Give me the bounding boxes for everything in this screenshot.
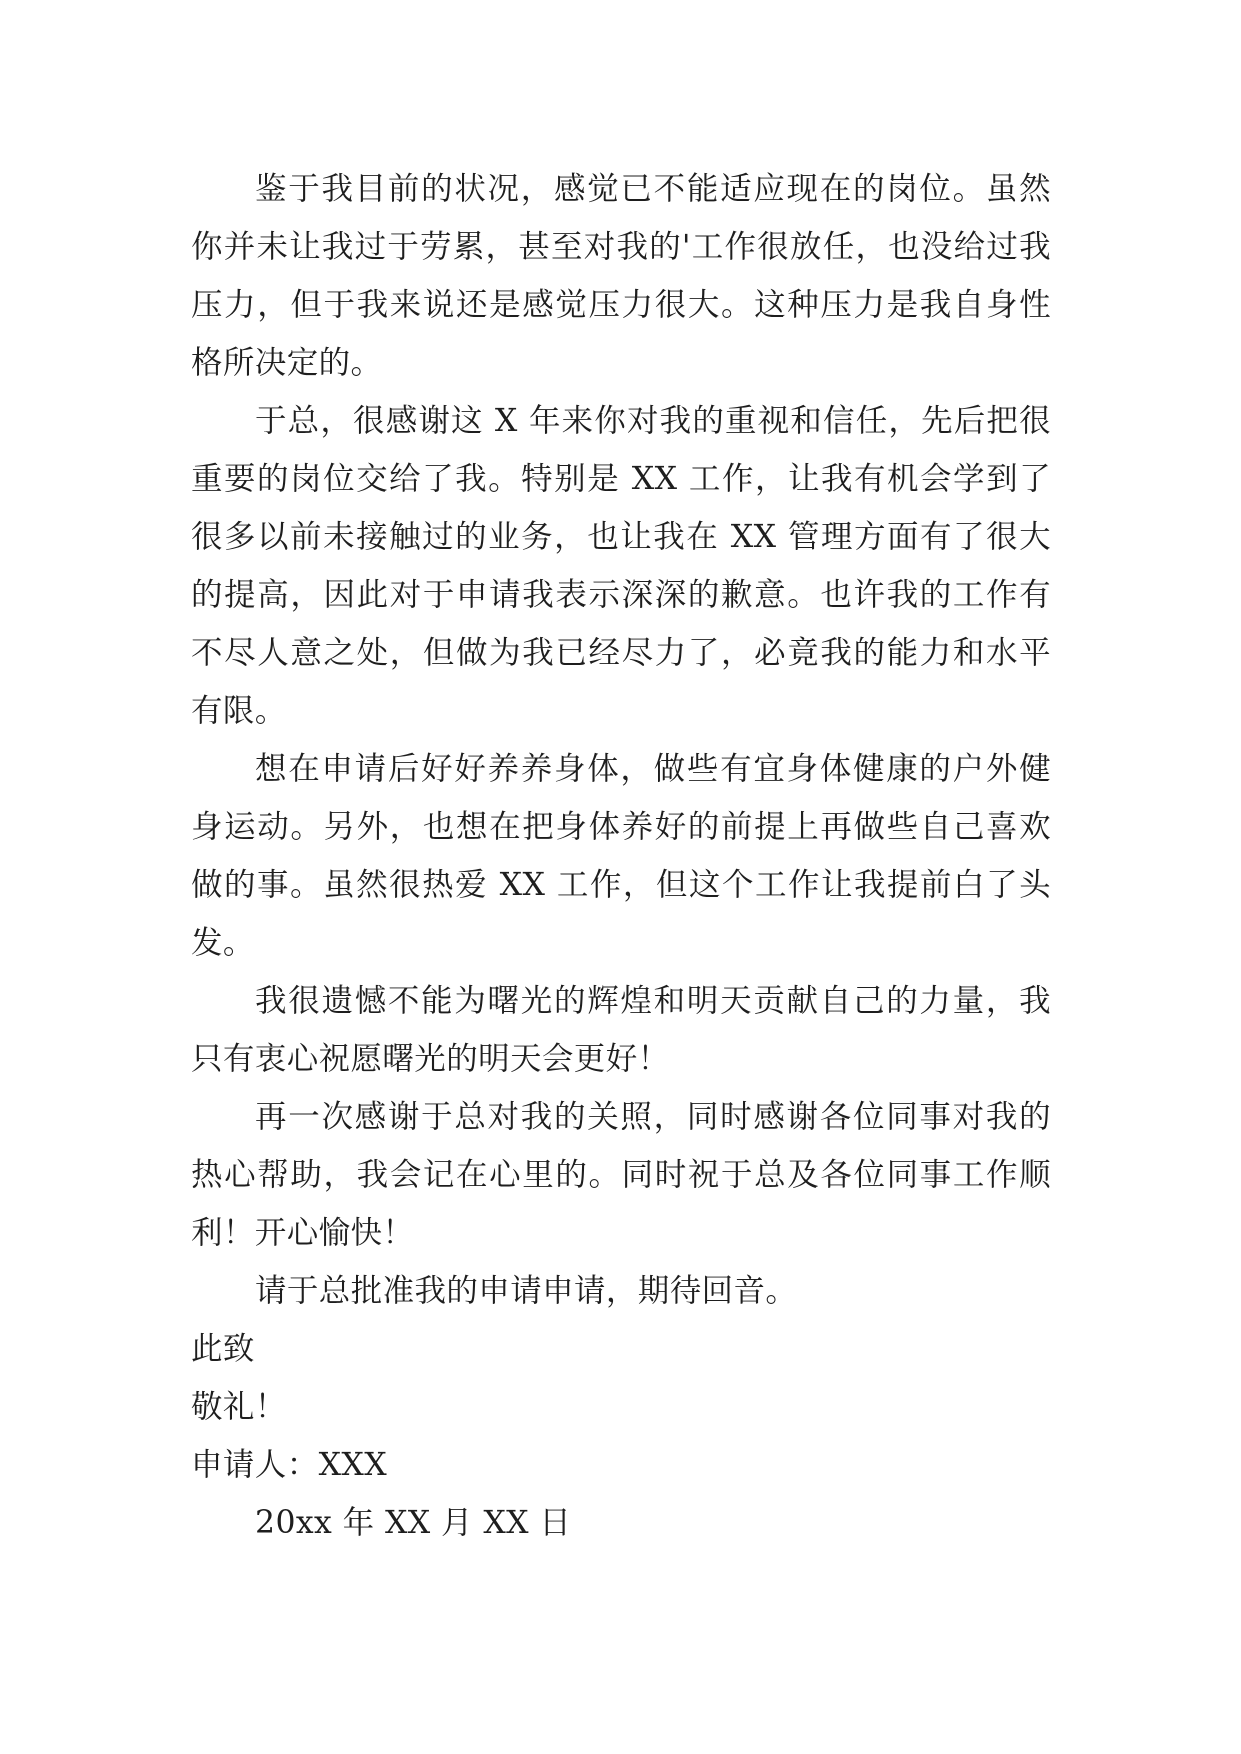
paragraph-health: 想在申请后好好养养身体，做些有宜身体健康的户外健身运动。另外，也想在把身体养好的前提上再做些自己喜欢做的事。虽然很热爱 XX 工作，但这个工作让我提前白了头发。 xyxy=(191,751,1051,961)
letter-body xyxy=(191,160,1051,1552)
paragraph-gratitude: 于总，很感谢这 X 年来你对我的重视和信任，先后把很重要的岗位交给了我。特别是 XX 工作，让我有机会学到了很多以前未接触过的业务，也让我在 XX 管理方面有了很大的提高，因此对于申请我表示深深的歉意。也许我的工作有不尽人意之处，但做为我已经尽力了，必竟我的能力和水平有限。 xyxy=(191,403,1051,729)
paragraph-situation: 鉴于我目前的状况，感觉已不能适应现在的岗位。虽然你并未让我过于劳累，甚至对我的'工作很放任，也没给过我压力，但于我来说还是感觉压力很大。这种压力是我自身性格所决定的。 xyxy=(191,171,1051,381)
salutation-line: 敬礼！ xyxy=(191,1389,287,1425)
closing-line: 此致 xyxy=(191,1331,255,1367)
date-line: 20xx 年 XX 月 XX 日 xyxy=(255,1505,572,1541)
paragraph-request: 请于总批准我的申请申请，期待回音。 xyxy=(255,1273,798,1309)
paragraph-thanks: 再一次感谢于总对我的关照，同时感谢各位同事对我的热心帮助，我会记在心里的。同时祝于总及各位同事工作顺利！开心愉快！ xyxy=(191,1099,1051,1251)
applicant-line: 申请人：XXX xyxy=(191,1447,388,1483)
paragraph-regret: 我很遗憾不能为曙光的辉煌和明天贡献自己的力量，我只有衷心祝愿曙光的明天会更好！ xyxy=(191,983,1051,1077)
